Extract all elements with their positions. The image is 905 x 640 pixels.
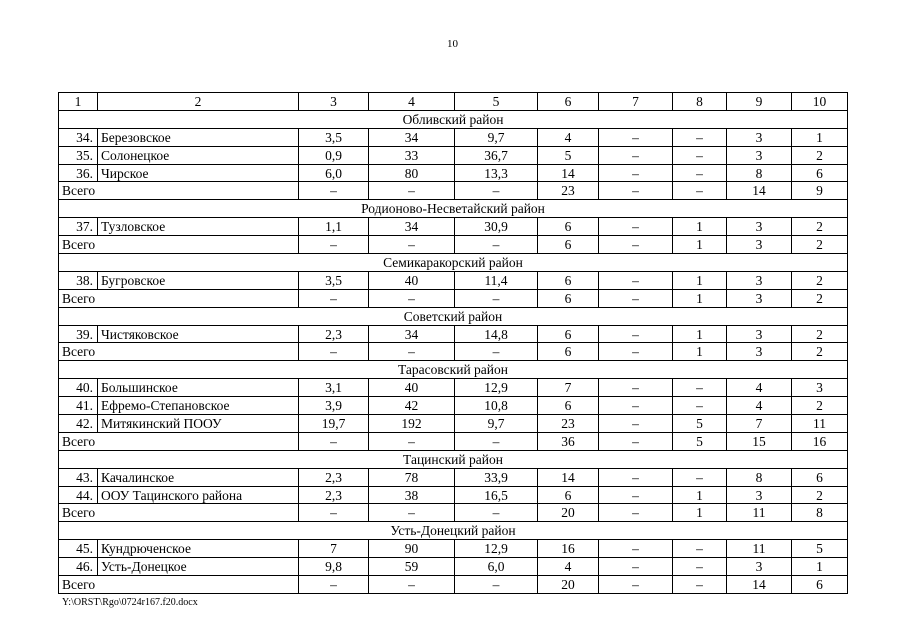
table-cell: 16 xyxy=(538,540,599,558)
table-cell: 23 xyxy=(538,415,599,433)
table-cell: 10,8 xyxy=(455,397,538,415)
table-cell: 6 xyxy=(538,343,599,361)
table-cell: Солонецкое xyxy=(98,146,299,164)
table-cell: 2 xyxy=(792,325,848,343)
table-cell: 192 xyxy=(369,415,455,433)
table-cell: 9,7 xyxy=(455,128,538,146)
table-cell: 30,9 xyxy=(455,218,538,236)
table-cell: Всего xyxy=(59,432,299,450)
table-cell: – xyxy=(673,379,727,397)
table-cell: Качалинское xyxy=(98,468,299,486)
table-cell: 6 xyxy=(538,218,599,236)
table-cell: 14 xyxy=(538,468,599,486)
table-cell: 42. xyxy=(59,415,98,433)
table-cell: 43. xyxy=(59,468,98,486)
table-cell: – xyxy=(455,236,538,254)
table-cell: 9 xyxy=(792,182,848,200)
table-cell: – xyxy=(455,182,538,200)
table-cell: – xyxy=(599,164,673,182)
table-cell: 16,5 xyxy=(455,486,538,504)
total-row xyxy=(59,432,848,450)
table-cell: Тузловское xyxy=(98,218,299,236)
table-cell: – xyxy=(673,182,727,200)
table-cell: 40 xyxy=(369,271,455,289)
table-cell: – xyxy=(673,558,727,576)
table-cell: 1 xyxy=(792,558,848,576)
table-row xyxy=(59,468,848,486)
total-row xyxy=(59,236,848,254)
table-cell: 38. xyxy=(59,271,98,289)
table-row xyxy=(59,415,848,433)
table-cell: 20 xyxy=(538,504,599,522)
table-cell: 0,9 xyxy=(299,146,369,164)
table-cell: Тарасовский район xyxy=(59,361,848,379)
table-row xyxy=(59,146,848,164)
table-cell: 20 xyxy=(538,576,599,594)
table-cell: Бугровское xyxy=(98,271,299,289)
table-cell: 59 xyxy=(369,558,455,576)
table-cell: 7 xyxy=(299,540,369,558)
table-row xyxy=(59,271,848,289)
table-cell: – xyxy=(299,576,369,594)
table-cell: – xyxy=(599,540,673,558)
table-cell: 5 xyxy=(673,415,727,433)
table-cell: – xyxy=(599,504,673,522)
table-cell: 8 xyxy=(727,164,792,182)
table-cell: 5 xyxy=(792,540,848,558)
table-cell: 6 xyxy=(538,289,599,307)
table-cell: 4 xyxy=(538,128,599,146)
table-cell: 34 xyxy=(369,325,455,343)
table-cell: – xyxy=(369,236,455,254)
table-cell: 8 xyxy=(727,468,792,486)
table-cell: – xyxy=(599,397,673,415)
table-cell: 3 xyxy=(727,486,792,504)
table-cell: 36,7 xyxy=(455,146,538,164)
table-cell: 2 xyxy=(792,146,848,164)
footer-file-path: Y:\ORST\Rgo\0724r167.f20.docx xyxy=(62,597,198,608)
table-cell: – xyxy=(599,576,673,594)
table-cell: 44. xyxy=(59,486,98,504)
table-cell: 2,3 xyxy=(299,325,369,343)
district-row xyxy=(59,200,848,218)
table-cell: 11,4 xyxy=(455,271,538,289)
table-cell: 14,8 xyxy=(455,325,538,343)
table-cell: 6 xyxy=(538,486,599,504)
table-cell: Усть-Донецкое xyxy=(98,558,299,576)
table-cell: 40. xyxy=(59,379,98,397)
table-cell: ООУ Тацинского района xyxy=(98,486,299,504)
table-cell: – xyxy=(599,218,673,236)
table-cell: 1 xyxy=(673,271,727,289)
table-cell: – xyxy=(673,468,727,486)
table-cell: 1 xyxy=(673,218,727,236)
table-cell: 5 xyxy=(455,93,538,111)
table-cell: 3 xyxy=(792,379,848,397)
table-cell: Всего xyxy=(59,289,299,307)
total-row xyxy=(59,289,848,307)
table-cell: 46. xyxy=(59,558,98,576)
table-cell: – xyxy=(299,182,369,200)
table-cell: 40 xyxy=(369,379,455,397)
table-cell: 2,3 xyxy=(299,468,369,486)
table-cell: 5 xyxy=(673,432,727,450)
table-cell: 2 xyxy=(792,343,848,361)
table-cell: – xyxy=(599,128,673,146)
total-row xyxy=(59,576,848,594)
table-cell: – xyxy=(455,432,538,450)
table-cell: 36 xyxy=(538,432,599,450)
table-cell: 9,8 xyxy=(299,558,369,576)
table-cell: 38 xyxy=(369,486,455,504)
table-cell: 1 xyxy=(792,128,848,146)
table-cell: – xyxy=(599,325,673,343)
table-cell: 1 xyxy=(673,289,727,307)
table-cell: 36. xyxy=(59,164,98,182)
table-cell: 3,5 xyxy=(299,271,369,289)
table-cell: 34 xyxy=(369,218,455,236)
table-cell: 3,9 xyxy=(299,397,369,415)
table-cell: 8 xyxy=(792,504,848,522)
table-cell: – xyxy=(599,558,673,576)
table-cell: 3 xyxy=(727,146,792,164)
table-cell: 3 xyxy=(727,343,792,361)
table-cell: – xyxy=(455,504,538,522)
table-cell: 6 xyxy=(538,325,599,343)
district-row xyxy=(59,110,848,128)
table-cell: 14 xyxy=(727,182,792,200)
table-cell: 4 xyxy=(727,379,792,397)
table-cell: – xyxy=(599,432,673,450)
table-cell: Усть-Донецкий район xyxy=(59,522,848,540)
table-cell: 2 xyxy=(792,218,848,236)
table-cell: – xyxy=(299,289,369,307)
table-cell: 1 xyxy=(59,93,98,111)
table-cell: Большинское xyxy=(98,379,299,397)
total-row xyxy=(59,504,848,522)
table-cell: 1 xyxy=(673,236,727,254)
table-cell: – xyxy=(299,343,369,361)
table-cell: 7 xyxy=(538,379,599,397)
table-cell: 9 xyxy=(727,93,792,111)
table-cell: – xyxy=(599,415,673,433)
table-cell: Тацинский район xyxy=(59,450,848,468)
table-cell: 80 xyxy=(369,164,455,182)
table-cell: Всего xyxy=(59,576,299,594)
table-row xyxy=(59,397,848,415)
district-row xyxy=(59,254,848,272)
table-cell: Всего xyxy=(59,343,299,361)
table-row xyxy=(59,325,848,343)
table-cell: – xyxy=(369,432,455,450)
table-row xyxy=(59,128,848,146)
table-cell: 2 xyxy=(792,486,848,504)
table-cell: 90 xyxy=(369,540,455,558)
table-cell: 1 xyxy=(673,486,727,504)
table-row xyxy=(59,379,848,397)
table-cell: Семикаракорский район xyxy=(59,254,848,272)
table-cell: 2 xyxy=(792,289,848,307)
table-cell: – xyxy=(599,271,673,289)
table-cell: 10 xyxy=(792,93,848,111)
table-cell: Митякинский ПООУ xyxy=(98,415,299,433)
table-cell: 3 xyxy=(727,128,792,146)
table-cell: 37. xyxy=(59,218,98,236)
table-cell: 3,1 xyxy=(299,379,369,397)
table-row xyxy=(59,486,848,504)
header-row xyxy=(59,93,848,111)
district-row xyxy=(59,307,848,325)
table-cell: – xyxy=(599,486,673,504)
table-cell: 7 xyxy=(599,93,673,111)
district-row xyxy=(59,522,848,540)
table-cell: Кундрюченское xyxy=(98,540,299,558)
table-cell: 4 xyxy=(727,397,792,415)
table-cell: – xyxy=(369,289,455,307)
page-number: 10 xyxy=(447,38,458,50)
total-row xyxy=(59,343,848,361)
table-cell: – xyxy=(369,504,455,522)
table-cell: 2,3 xyxy=(299,486,369,504)
total-row xyxy=(59,182,848,200)
table-cell: Всего xyxy=(59,504,299,522)
table-cell: 6 xyxy=(538,236,599,254)
table-cell: 3,5 xyxy=(299,128,369,146)
table-cell: 6 xyxy=(538,397,599,415)
table-cell: 33 xyxy=(369,146,455,164)
table-cell: 16 xyxy=(792,432,848,450)
table-row xyxy=(59,540,848,558)
data-table xyxy=(58,92,848,594)
table-cell: – xyxy=(599,182,673,200)
table-cell: 6,0 xyxy=(455,558,538,576)
table-cell: 11 xyxy=(727,504,792,522)
table-cell: Березовское xyxy=(98,128,299,146)
table-cell: – xyxy=(673,576,727,594)
table-cell: 3 xyxy=(727,325,792,343)
table-cell: 2 xyxy=(792,271,848,289)
table-cell: – xyxy=(599,289,673,307)
table-cell: 12,9 xyxy=(455,379,538,397)
table-cell: Всего xyxy=(59,182,299,200)
table-cell: 1 xyxy=(673,504,727,522)
table-cell: 5 xyxy=(538,146,599,164)
table-cell: – xyxy=(299,432,369,450)
table-cell: – xyxy=(673,397,727,415)
table-cell: 35. xyxy=(59,146,98,164)
table-cell: Родионово-Несветайский район xyxy=(59,200,848,218)
table-cell: – xyxy=(599,343,673,361)
table-cell: 7 xyxy=(727,415,792,433)
table-cell: Чистяковское xyxy=(98,325,299,343)
table-cell: 23 xyxy=(538,182,599,200)
table-cell: – xyxy=(673,146,727,164)
district-row xyxy=(59,361,848,379)
table-cell: – xyxy=(673,164,727,182)
table-cell: 3 xyxy=(727,558,792,576)
table-cell: 6,0 xyxy=(299,164,369,182)
table-cell: 11 xyxy=(727,540,792,558)
table-cell: 4 xyxy=(538,558,599,576)
table-cell: 19,7 xyxy=(299,415,369,433)
table-cell: Всего xyxy=(59,236,299,254)
table-cell: 9,7 xyxy=(455,415,538,433)
table-cell: – xyxy=(369,343,455,361)
table-cell: 1 xyxy=(673,343,727,361)
table-cell: 33,9 xyxy=(455,468,538,486)
table-cell: 3 xyxy=(727,236,792,254)
table-cell: 78 xyxy=(369,468,455,486)
table-cell: – xyxy=(599,468,673,486)
table-cell: – xyxy=(299,236,369,254)
table-cell: 3 xyxy=(727,289,792,307)
table-cell: 2 xyxy=(98,93,299,111)
table-cell: Чирское xyxy=(98,164,299,182)
table-cell: 1,1 xyxy=(299,218,369,236)
table-cell: 3 xyxy=(299,93,369,111)
table-cell: – xyxy=(369,576,455,594)
table-cell: 41. xyxy=(59,397,98,415)
table-cell: Ефремо-Степановское xyxy=(98,397,299,415)
table-cell: 14 xyxy=(538,164,599,182)
table-cell: – xyxy=(673,128,727,146)
table-cell: 15 xyxy=(727,432,792,450)
table-cell: 8 xyxy=(673,93,727,111)
table-row xyxy=(59,218,848,236)
table-cell: 3 xyxy=(727,271,792,289)
table-cell: 4 xyxy=(369,93,455,111)
table-cell: 39. xyxy=(59,325,98,343)
table-cell: 14 xyxy=(727,576,792,594)
table-cell: – xyxy=(369,182,455,200)
table-cell: 34 xyxy=(369,128,455,146)
table-cell: 42 xyxy=(369,397,455,415)
table-cell: Обливский район xyxy=(59,110,848,128)
table-cell: 6 xyxy=(538,93,599,111)
table-cell: 6 xyxy=(792,576,848,594)
table-cell: 13,3 xyxy=(455,164,538,182)
table-cell: 11 xyxy=(792,415,848,433)
table-cell: – xyxy=(599,146,673,164)
table-cell: 6 xyxy=(792,164,848,182)
table-cell: 34. xyxy=(59,128,98,146)
table-row xyxy=(59,558,848,576)
table-cell: – xyxy=(455,343,538,361)
table-cell: 3 xyxy=(727,218,792,236)
table-row xyxy=(59,164,848,182)
table-cell: – xyxy=(599,236,673,254)
table-cell: 2 xyxy=(792,397,848,415)
table-cell: 6 xyxy=(538,271,599,289)
table-cell: – xyxy=(299,504,369,522)
table-cell: 6 xyxy=(792,468,848,486)
table-cell: – xyxy=(599,379,673,397)
table-cell: Советский район xyxy=(59,307,848,325)
table-cell: 2 xyxy=(792,236,848,254)
district-row xyxy=(59,450,848,468)
table-cell: – xyxy=(455,576,538,594)
table-cell: 45. xyxy=(59,540,98,558)
table-cell: 1 xyxy=(673,325,727,343)
table-cell: – xyxy=(673,540,727,558)
table-cell: – xyxy=(455,289,538,307)
table-cell: 12,9 xyxy=(455,540,538,558)
